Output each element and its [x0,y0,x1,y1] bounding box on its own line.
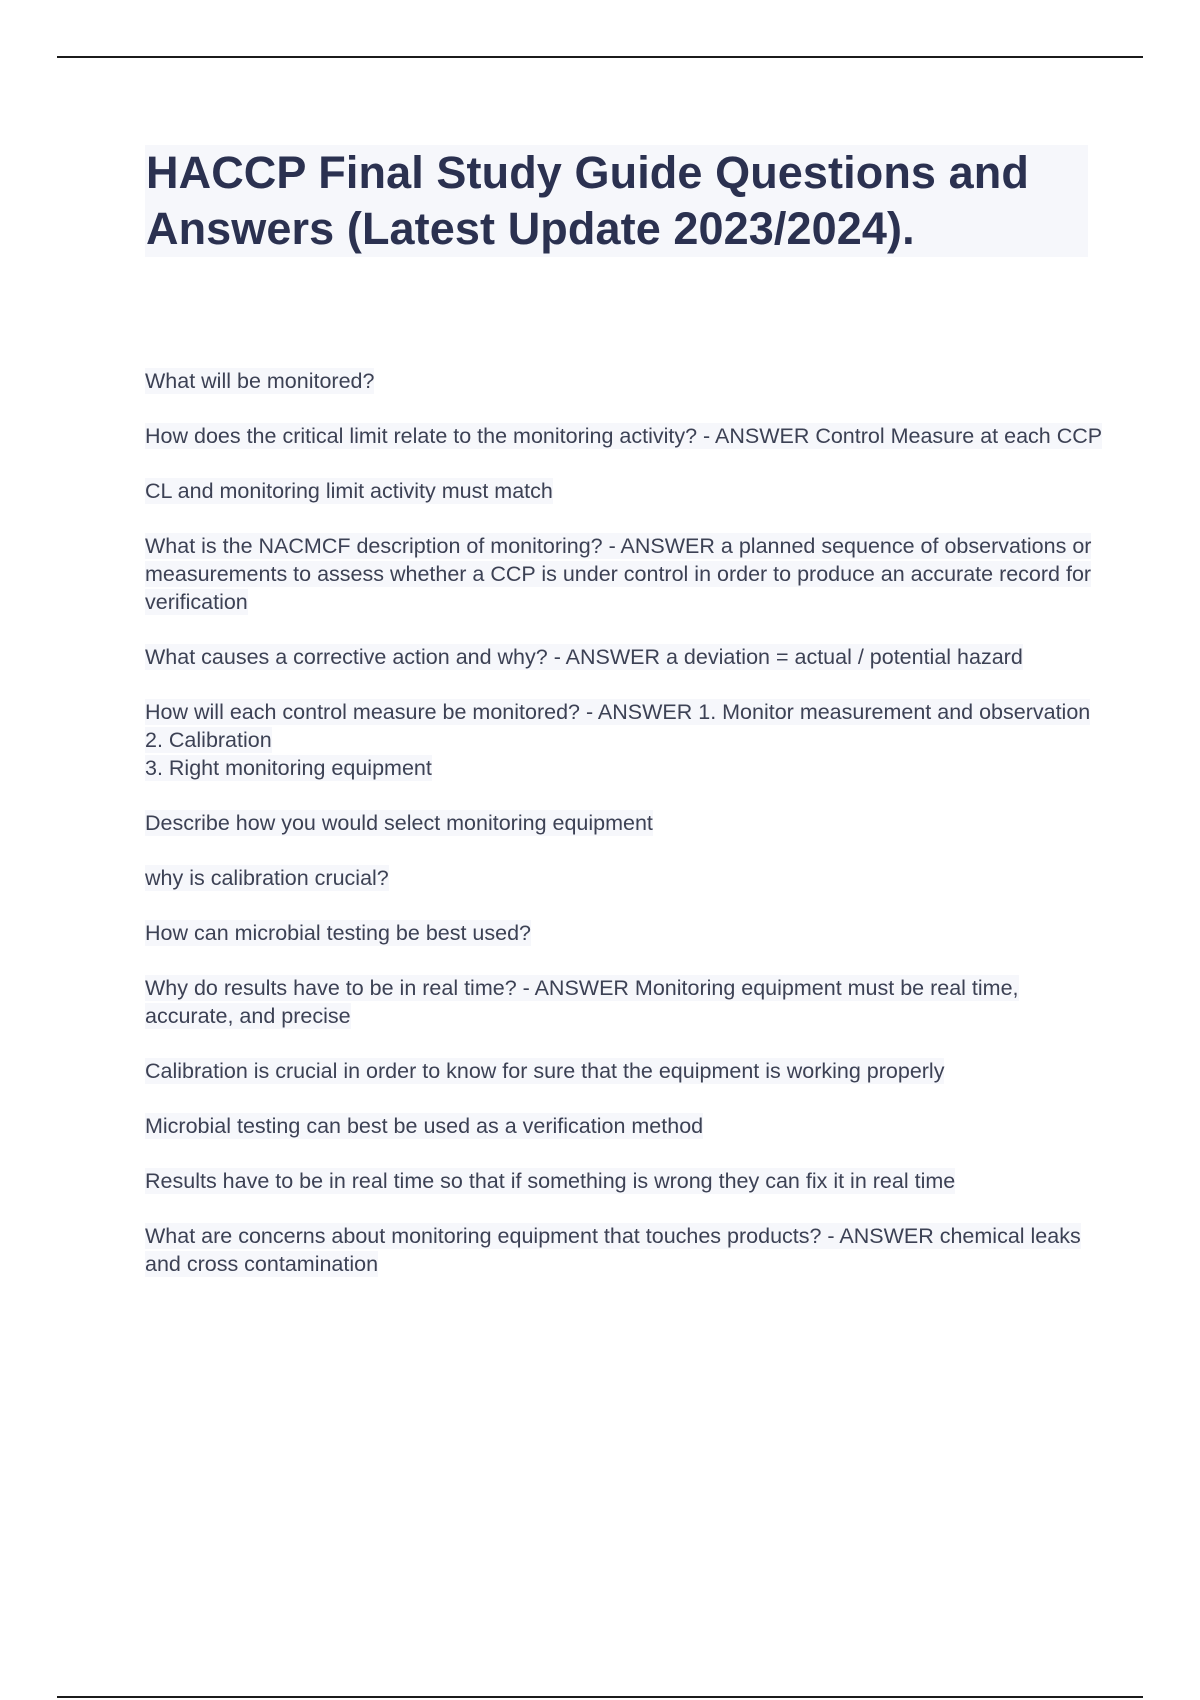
qa-entry [145,643,1105,671]
bottom-rule [57,1696,1143,1698]
qa-entry [145,698,1105,782]
qa-entry-text: Results have to be in real time so that if something is wrong they can fix it in real time [145,1169,956,1193]
qa-entry-text: What is the NACMCF description of monitoring? - ANSWER a planned sequence of observations or measurements to assess whether a CCP is under control in order to produce an accurate record for verification [145,534,1092,614]
qa-entry [145,1167,1105,1195]
qa-entry [145,367,1105,395]
qa-entry-text: Describe how you would select monitoring equipment [145,811,653,835]
qa-list [145,367,1105,1305]
qa-entry-text: Calibration is crucial in order to know for sure that the equipment is working properly [145,1059,945,1083]
top-rule [57,56,1143,58]
qa-entry [145,864,1105,892]
qa-entry [145,1112,1105,1140]
qa-entry [145,919,1105,947]
qa-entry [145,532,1105,616]
page-title: HACCP Final Study Guide Questions and Answers (Latest Update 2023/2024). [146,147,1029,254]
qa-entry-text: why is calibration crucial? [145,866,389,890]
qa-entry-text: Microbial testing can best be used as a verification method [145,1114,704,1138]
qa-entry-text: How can microbial testing be best used? [145,921,532,945]
qa-entry-text: CL and monitoring limit activity must match [145,479,553,503]
qa-entry-text: What will be monitored? [145,369,375,393]
qa-entry [145,809,1105,837]
qa-entry [145,477,1105,505]
qa-entry [145,1057,1105,1085]
qa-entry [145,974,1105,1030]
title-block [145,145,1088,257]
qa-entry [145,1222,1105,1278]
qa-entry-text: Why do results have to be in real time? - ANSWER Monitoring equipment must be real time, accurate, and precise [145,976,1019,1028]
qa-entry-text: How will each control measure be monitored? - ANSWER 1. Monitor measurement and observation 2. Calibration 3. Right monitoring equipment [145,700,1091,780]
qa-entry-text: What causes a corrective action and why? - ANSWER a deviation = actual / potential hazard [145,645,1023,669]
qa-entry [145,422,1105,450]
qa-entry-text: How does the critical limit relate to the monitoring activity? - ANSWER Control Measure at each CCP [145,424,1103,448]
qa-entry-text: What are concerns about monitoring equipment that touches products? - ANSWER chemical leaks and cross contamination [145,1224,1081,1276]
